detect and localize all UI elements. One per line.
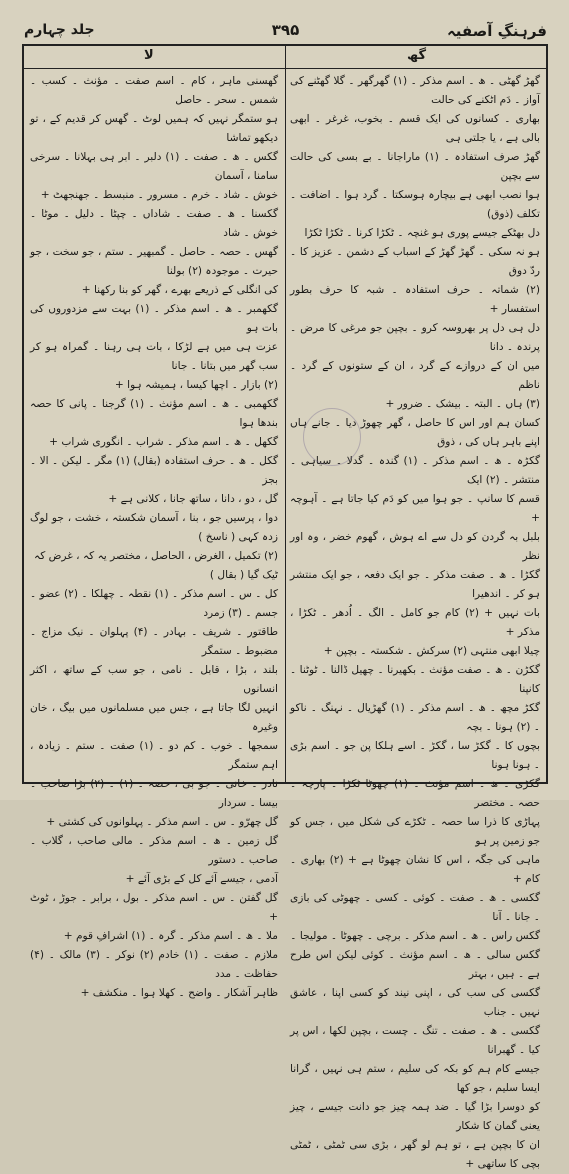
page-number: ۳۹۵ (271, 21, 300, 39)
entry-line: گل ، دو ، دانا ، ساتھ جانا ، کلانی ہے + (108, 493, 278, 505)
entry-line: ٹیک گیا ( بقال ) (209, 569, 278, 581)
entry-line: گکڑ مچھ ۔ ھ ۔ اسم مذکر ۔ (۱) گھڑیال ۔ نہنگ ۔ ناکو ۔ (۲) ہونا ۔ بچہ (290, 702, 540, 733)
entry-line: میں ان کے دروازے کے گرد ، ان کے ستونوں کے گرد ۔ ناظم (290, 360, 540, 391)
entry-line: کسان ہم اور اس کا حاصل ، گھر چھوڑ دیا ۔ جانے ہاں اپنے باہر ہاں کی ، ذوق (290, 417, 540, 448)
entry-line: ملازم ۔ صفت ۔ (۱) خادم (۲) نوکر ۔ (۳) مالک ۔ (۴) حفاظت ۔ مدد (30, 949, 278, 980)
entry-line: پہاڑی کا ذرا سا حصہ ۔ ٹکڑے کی شکل میں ، جس کو جو زمین پر ہو (290, 816, 540, 847)
entry-line: ظاہر آشکار ۔ واضح ۔ کھلا ہوا ۔ منکشف + (80, 987, 278, 999)
entry-line: بات نہیں + (۲) کام جو کامل ۔ الگ ۔ اُدھر ۔ ٹکڑا ، مذکر + (290, 607, 540, 638)
entry-line: بچوں کا ۔ گکڑ سا ، گکڑ ۔ اسے ہلکا پن جو ۔ اسم بڑی ۔ ہونا ہونا (290, 740, 540, 771)
entry-line: سمجھا ۔ خوب ۔ کم دو ۔ (۱) صفت ۔ ستم ۔ زیادہ ، اہم ستمگر (30, 740, 278, 771)
entry-line: بھاری ۔ کسانوں کی ایک قسم ۔ بخوب، غرغر ۔ ابھی بالی ہے ، یا جلتی ہی (290, 113, 540, 144)
entry-line: گکھمبی ۔ ھ ۔ اسم مؤنث ۔ (۱) گرجنا ۔ پانی کا حصہ بندھا ہوا (30, 398, 278, 429)
entry-line: گھس ۔ حصہ ۔ حاصل ۔ گمبھیر ۔ ستم ، جو سخت ، جو حیرت ۔ موجودہ (۲) بولنا (30, 246, 278, 277)
entry-line: گکھمبر ۔ ھ ۔ اسم مذکر ۔ (۱) بہت سے مزدوروں کی بات ہو (30, 303, 279, 334)
entry-line: گکسی ۔ ھ ۔ صفت ۔ کوئی ۔ کسی ۔ چھوٹی کی بازی ۔ جانا ۔ آنا (290, 892, 540, 923)
entry-line: ملا ۔ ھ ۔ اسم مذکر ۔ گرہ ۔ (۱) اشرافِ قوم + (63, 930, 278, 942)
entry-line: گکس راس ۔ ھ ۔ اسم مذکر ۔ برچی ۔ چھوٹا ۔ مولیجا ۔ (290, 930, 540, 942)
entry-line: ہو نہ سکی ۔ گھڑ گھڑ کے اسباب کے دشمن ۔ عزیز کا ۔ ردّ دوق (290, 246, 540, 277)
book-title: فرہنگِ آصفیہ (447, 22, 547, 40)
entry-line: بلبل بہ گردن کو دل سے اے ہوش ، گھوم خضر ، وہ اور نظر (290, 531, 540, 562)
entry-line: ہو ستمگر نہیں کہ ہمیں لوٹ ۔ گھس کر قدیم کے ، تو دیکھو تماشا (30, 113, 278, 144)
entry-line: گکڑی ۔ ھ ۔ اسم مؤنث ۔ (۱) چھوٹا ٹکڑا ۔ پارچہ ۔ حصہ ۔ مختصر (290, 778, 541, 809)
entry-line: جیسے کام ہم کو بکہ کی سلیم ، ستم ہی نہیں ، گرانا ایسا سلیم ، جو کھا (290, 1063, 540, 1094)
entry-line: کل ۔ س ۔ اسم مذکر ۔ (۱) نقطہ ۔ چھلکا ۔ (۲) عضو ۔ جسم ۔ (۳) زمرد (30, 588, 278, 619)
entry-line: دوا ، پرسیں جو ، بنا ، آسمان شکستہ ، خشت ، جو لوگ زدہ کہی ( ناسخ ) (30, 512, 278, 543)
entry-line: (۲) تکمیل ، الغرض ، الحاصل ، مختصر یہ کہ ، غرض کہ (34, 550, 278, 562)
entry-line: خوش ۔ شاد ۔ خرم ۔ مسرور ۔ منبسط ۔ جھنجھٹ + (40, 189, 278, 201)
entry-line: گکھل ۔ ھ ۔ اسم مذکر ۔ شراب ۔ انگوری شراب + (49, 436, 278, 448)
entry-line: گکسنا ۔ ھ ۔ صفت ۔ شاداں ۔ چپٹا ۔ دلیل ۔ موٹا ۔ خوش ۔ شاد (30, 208, 278, 239)
entry-line: گکسی کی سب کی ، اپنی نیند کو کسی اپنا ، عاشق نہیں ۔ جناب (290, 987, 540, 1018)
entry-line: گھسنی ماہر ، کام ۔ اسم صفت ۔ مؤنث ۔ کسب ۔ شمس ۔ سحر ۔ حاصل (30, 75, 278, 106)
page-header (24, 20, 547, 46)
entry-line: گل چھرّو ۔ س ۔ اسم مذکر ۔ پہلوانوں کی کشتی + (46, 816, 278, 828)
entry-line: گھڑ صرف استفادہ ۔ (۱) ماراجانا ۔ بے بسی کی حالت سے بچپن (290, 151, 541, 182)
entry-line: آدمی ، جیسے آئے کل کے بڑی آئے + (125, 873, 278, 885)
entry-line: ماہی کی جگہ ، اس کا نشان چھوٹا ہے + (۲) بھاری ۔ کام + (290, 854, 540, 885)
entry-line: گکڑن ۔ ھ ۔ صفت مؤنث ۔ بکھیرنا ۔ چھیل ڈالنا ۔ ٹوٹنا ۔ کانپنا (290, 664, 540, 695)
entry-line: کی انگلی کے ذریعے بھرے ، گھر کو بنا رکھنا + (81, 284, 278, 296)
entry-line: گکس ۔ ھ ۔ صفت ۔ (۱) دلبر ۔ ابر ہی بہلانا ۔ سرخی سامنا ، آسمان (30, 151, 278, 182)
text-frame (22, 44, 548, 1170)
entry-line: نادر ۔ خانی ۔ جو بی ، حصہ ۔ (۱) ۔ (۲) بڑا صاحب ۔ بیسا ۔ سردار (30, 778, 278, 809)
entry-line: گکڑا ۔ ھ ۔ صفت مذکر ۔ جو ایک دفعہ ، جو ایک منتشر ہو کر ۔ اندھیرا (290, 569, 540, 600)
entry-line: گل زمین ۔ ھ ۔ اسم مذکر ۔ مالی صاحب ، گلاب ۔ صاحب ۔ دستور (30, 835, 278, 866)
entry-line: (۲) شماتہ ۔ حرف استفادہ ۔ شبہ کا حرف بطور استفسار + (290, 284, 540, 315)
entry-line: طاقتور ۔ شریف ۔ بہادر ۔ (۴) پہلوان ۔ نیک مزاج ۔ مضبوط ۔ ستمگر (30, 626, 278, 657)
right-column-heading: گھ (407, 48, 426, 63)
entry-line: گھڑ گھٹی ۔ ھ ۔ اسم مذکر ۔ (۱) گھرگھر ۔ گلا گھٹنے کی آواز ۔ دَم اٹکنے کی حالت (290, 75, 540, 106)
entry-line: دل ہی دل پر بھروسہ کرو ۔ بچپن جو مرغی کا مرض ۔ پرندہ ۔ دانا (290, 322, 540, 353)
entry-line: بلند ، بڑا ، قابل ۔ نامی ، جو سب کے ساتھ ، اکثر انسانوں (30, 664, 278, 695)
entry-line: گکسی ۔ ھ ۔ صفت ۔ تنگ ۔ چست ، بچپن لکھا ، اس پر کیا ۔ گھبرانا (290, 1025, 540, 1056)
entry-line: گل گفتن ۔ س ۔ اسم مذکر ۔ بول ، برابر ۔ جوڑ ، ٹوٹ + (30, 892, 278, 923)
entry-line: ہوا نصب ابھی ہے بیچارہ ہوسکتا ۔ گرد ہوا ۔ اضافت ۔ تکلف (ذوق) (290, 189, 540, 220)
entry-line: گکڑہ ۔ ھ ۔ اسم مذکر ۔ (۱) گندہ ۔ گدلا ۔ سیاہی ۔ منتشر ۔ (۲) ایک (290, 455, 541, 486)
entry-line: (۲) بازار ۔ اچھا کیسا ، ہمیشہ ہوا + (114, 379, 278, 391)
left-column-heading: لا (144, 48, 154, 63)
entry-line: انہیں لگا جاتا ہے ، جس میں مسلمانوں میں بیگ ، خان وغیرہ (30, 702, 278, 733)
entry-line: (۳) ہاں ۔ البتہ ۔ بیشک ۔ ضرور + (385, 398, 540, 410)
entry-line: چیلا ابھی منتہی (۲) سرکش ۔ شکستہ ۔ بچپن + (323, 645, 540, 657)
left-column (30, 72, 279, 999)
entry-line: ان کا بچپن ہے ، تو ہم لو گھر ، بڑی سی ٹمٹی ، ٹمٹی بچی کا ساتھی + (290, 1139, 540, 1170)
entry-line: کو دوسرا بڑا گیا ۔ ضد ہمہ چیز جو دانت جیسے ، چیز یعنی گمان کا شکار (290, 1101, 540, 1132)
entry-line: عزت ہی میں ہے لڑکا ، بات ہی رہنا ۔ گمراہ ہو کر سب گھر میں بتانا ۔ جانا (30, 341, 278, 372)
library-stamp (303, 408, 361, 466)
column-divider (285, 46, 286, 782)
entry-line: قسم کا سانپ ۔ جو ہوا میں کو دَم کیا جاتا ہے ۔ آہوچہ + (290, 493, 540, 524)
entry-line: دل بھٹکے جیسے پوری ہو غنچہ ۔ ٹکڑا کرنا ۔ ٹکڑا ٹکڑا (304, 227, 540, 239)
entry-line: گکل ۔ ھ ۔ حرف استفادہ (بقال) (۱) مگر ۔ لیکن ۔ الا ۔ بجز (30, 455, 278, 486)
entry-line: گکس سالی ۔ ھ ۔ اسم مؤنث ۔ کوئی لیکن اس طرح ہے ۔ ہیں ، بہتر (290, 949, 540, 980)
volume-label: جلد چہارم (24, 22, 95, 38)
